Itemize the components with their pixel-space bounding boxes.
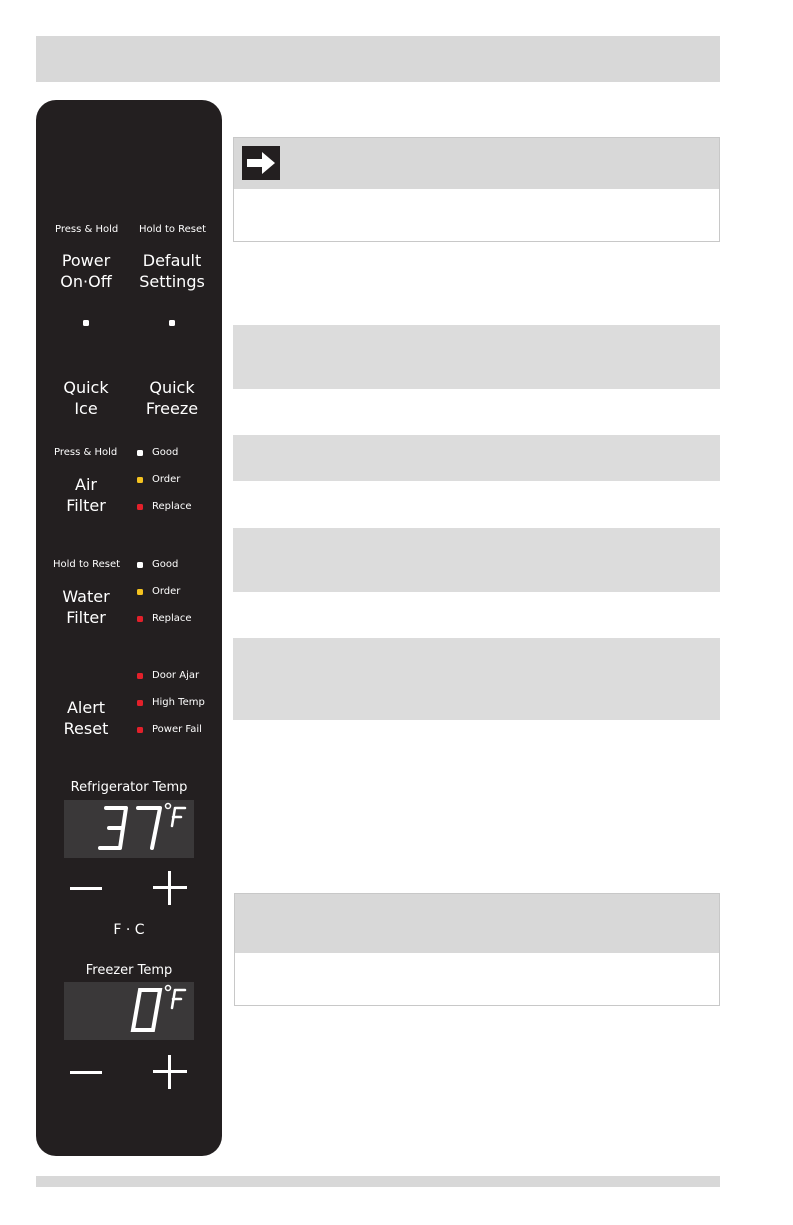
air-filter-button[interactable]: Air Filter	[66, 475, 106, 515]
alert-status-door-ajar: Door Ajar	[152, 670, 200, 681]
water-filter-status-order: Order	[152, 586, 181, 597]
default-settings-button[interactable]: Default Settings	[139, 251, 205, 291]
fridge-temp-digits	[64, 800, 194, 858]
power-button[interactable]: Power On·Off	[60, 251, 112, 291]
section-heading-box	[233, 435, 720, 481]
air-filter-status-good: Good	[152, 447, 179, 458]
power-indicator-led	[83, 320, 89, 326]
freezer-temp-label: Freezer Temp	[85, 963, 173, 978]
arrow-right-icon	[242, 146, 280, 180]
alert-status-high-temp: High Temp	[152, 697, 205, 708]
note-box	[234, 893, 720, 1006]
note-box	[233, 137, 720, 242]
power-fail-led	[137, 727, 143, 733]
air-filter-good-led	[137, 450, 143, 456]
freezer-temp-decrease-button[interactable]	[70, 1055, 104, 1089]
fridge-temp-display	[64, 800, 194, 858]
units-toggle-button[interactable]: F · C	[113, 922, 145, 938]
defaults-hint: Hold to Reset	[139, 224, 207, 235]
air-filter-status-replace: Replace	[152, 501, 192, 512]
air-filter-order-led	[137, 477, 143, 483]
fridge-temp-decrease-button[interactable]	[70, 871, 104, 905]
water-filter-replace-led	[137, 616, 143, 622]
water-filter-order-led	[137, 589, 143, 595]
water-filter-hint: Hold to Reset	[53, 559, 121, 570]
section-heading-box	[233, 325, 720, 389]
quick-freeze-button[interactable]: Quick Freeze	[145, 378, 199, 418]
note-header	[234, 138, 719, 189]
air-filter-status-order: Order	[152, 474, 181, 485]
fridge-temp-label: Refrigerator Temp	[70, 780, 188, 795]
air-filter-replace-led	[137, 504, 143, 510]
water-filter-button[interactable]: Water Filter	[62, 587, 110, 627]
fridge-temp-increase-button[interactable]	[153, 871, 187, 905]
quick-ice-button[interactable]: Quick Ice	[63, 378, 109, 418]
air-filter-hint: Press & Hold	[54, 447, 118, 458]
high-temp-led	[137, 700, 143, 706]
note-header	[235, 894, 719, 953]
freezer-temp-display	[64, 982, 194, 1040]
page-header-bar	[36, 36, 720, 82]
door-ajar-led	[137, 673, 143, 679]
water-filter-status-replace: Replace	[152, 613, 192, 624]
page-footer-bar	[36, 1176, 720, 1187]
water-filter-good-led	[137, 562, 143, 568]
freezer-temp-digits	[64, 982, 194, 1040]
section-heading-box	[233, 528, 720, 592]
alert-reset-button[interactable]: Alert Reset	[63, 698, 109, 738]
defaults-indicator-led	[169, 320, 175, 326]
power-hint: Press & Hold	[55, 224, 119, 235]
freezer-temp-increase-button[interactable]	[153, 1055, 187, 1089]
alert-status-power-fail: Power Fail	[152, 724, 202, 735]
section-heading-box	[233, 638, 720, 720]
water-filter-status-good: Good	[152, 559, 179, 570]
control-panel	[36, 100, 222, 1156]
